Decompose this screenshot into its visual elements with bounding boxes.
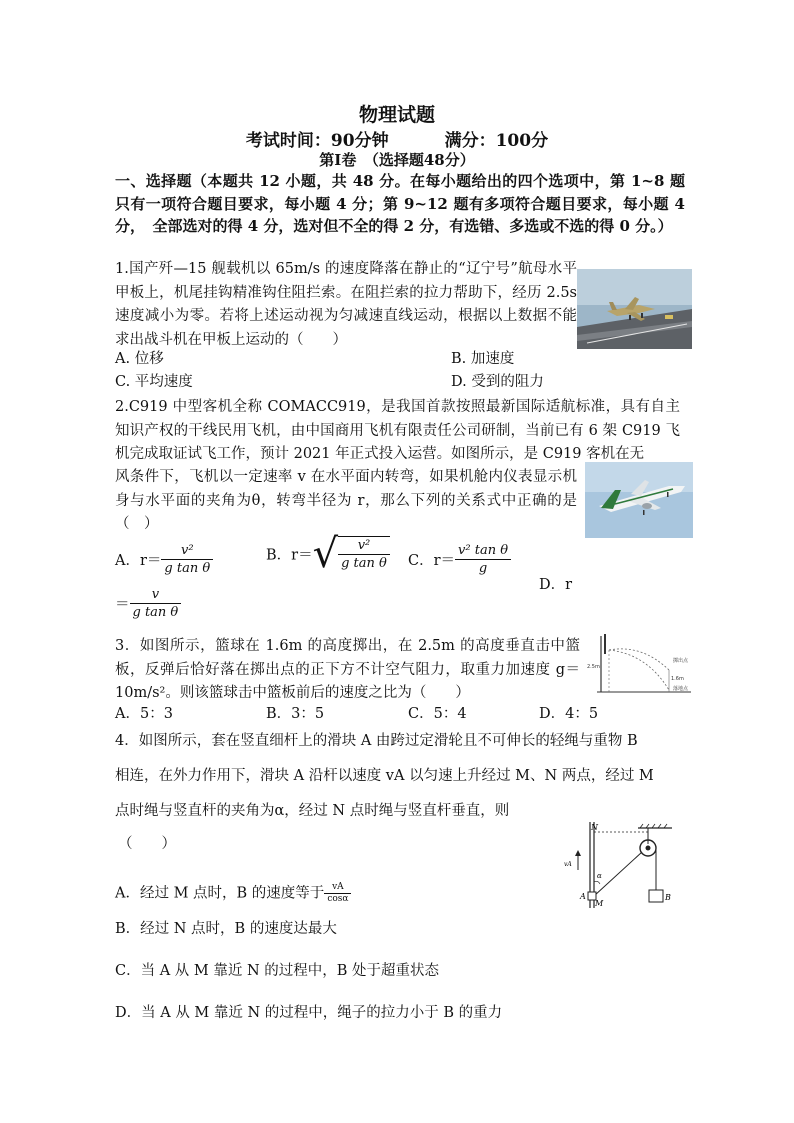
q3-option-b: B．3：5: [266, 706, 325, 722]
q3-land-point-label: 落地点: [673, 686, 689, 692]
sqrt-radical-icon: √: [312, 531, 339, 577]
q3-option-d: D．4：5: [539, 706, 599, 722]
q3-stem: 3．如图所示，篮球在 1.6m 的高度掷出，在 2.5m 的高度垂直击中篮板，反弹后恰好落在掷出点的正下方不计空气阻力，取重力加速度 g＝10m/s²。则该篮球击中篮板前后的速度之比为（ ）: [115, 638, 580, 701]
q4-option-b: B．经过 N 点时，B 的速度达最大: [115, 921, 337, 937]
q2-option-b-fraction: $\frac{\text{v²}}{\text{g tan θ}}$: [338, 536, 390, 572]
q4-label-m: M: [595, 899, 604, 908]
q4-stem-line-3: 点时绳与竖直杆的夹角为α，经过 N 点时绳与竖直杆垂直，则: [115, 803, 510, 819]
q2-option-a: A．r＝ $\frac{\text{v²}}{\text{g tan θ}}$: [115, 542, 213, 577]
q4-label-alpha: α: [597, 872, 602, 880]
q2-option-d-prefix: D．r: [539, 577, 573, 593]
q3-height-label-1: 2.5m: [587, 664, 600, 670]
q2-option-c: C．r＝ $\frac{\text{v² tan θ}}{g}$: [408, 542, 511, 577]
q4-option-a-fraction: $\frac{vA}{\cos\alpha}$: [324, 882, 351, 905]
q2-option-d-fraction: $\frac{v}{\text{g tan θ}}$: [130, 586, 182, 621]
exam-subtitle: [0, 126, 794, 151]
q2-option-d: ＝ $\frac{v}{\text{g tan θ}}$: [115, 586, 181, 621]
q4-label-va: vA: [564, 861, 572, 868]
q3-option-c: C．5：4: [408, 706, 467, 722]
q4-option-c: C．当 A 从 M 靠近 N 的过程中，B 处于超重状态: [115, 963, 440, 979]
q4-option-a: A．经过 M 点时，B 的速度等于 $\frac{vA}{\cos\alpha}$: [115, 882, 351, 905]
q4-pulley-figure: [560, 820, 680, 910]
q1-fighter-jet-photo: [577, 269, 692, 349]
q4-stem-line-1: 4．如图所示，套在竖直细杆上的滑块 A 由跨过定滑轮且不可伸长的轻绳与重物 B: [115, 733, 638, 749]
score-label: 满分：100分: [444, 131, 549, 151]
q1-option-d: D. 受到的阻力: [451, 374, 544, 390]
time-label: 考试时间：90分钟: [245, 131, 389, 151]
q1-option-a: A. 位移: [115, 351, 164, 367]
q3-basketball-figure: [587, 632, 695, 694]
section-instructions: 一、选择题（本题共 12 小题，共 48 分。在每小题给出的四个选项中，第 1~8 题只有一项符合题目要求，每小题 4 分；第 9~12 题有多项符合题目要求，每小题 4 分， 全部选对的得 4 分，选对但不全的得 2 分，有选错、多选或不选的得 0 分。）: [115, 172, 685, 235]
q4-label-n: N: [591, 823, 598, 832]
q2-airliner-photo: [585, 462, 693, 538]
exam-title: 物理试题: [358, 104, 435, 126]
q3-throw-point-label: 掷出点: [673, 658, 689, 664]
q4-stem-line-4: （ ）: [118, 836, 176, 852]
q2-stem-side: 风条件下，飞机以一定速率 v 在水平面内转弯，如果机舱内仪表显示机身与水平面的夹角为θ，转弯半径为 r，那么下列的关系式中正确的是（ ）: [115, 469, 577, 532]
q2-option-a-fraction: $\frac{\text{v²}}{\text{g tan θ}}$: [161, 542, 213, 577]
q1-option-c: C. 平均速度: [115, 374, 193, 390]
q4-stem-line-2: 相连，在外力作用下，滑块 A 沿杆以速度 vA 以匀速上升经过 M、N 两点，经过 M: [115, 768, 654, 784]
q2-stem-top: 2.C919 中型客机全称 COMACC919，是我国首款按照最新国际适航标准，具有自主知识产权的干线民用飞机，由中国商用飞机有限责任公司研制，当前已有 6 架 C919 飞机完成取证试飞工作，预计 2021 年正式投入运营。如图所示，是 C919 客机在无: [115, 399, 680, 462]
q4-option-d: D．当 A 从 M 靠近 N 的过程中，绳子的拉力小于 B 的重力: [115, 1005, 503, 1021]
q1-option-b: B. 加速度: [451, 351, 515, 367]
q2-option-c-fraction: $\frac{\text{v² tan θ}}{g}$: [455, 542, 511, 577]
q4-label-a: A: [580, 892, 586, 901]
q3-option-a: A．5：3: [115, 706, 173, 722]
q3-height-label-2: 1.6m: [671, 676, 684, 682]
q2-option-b: B．r＝√ $\frac{\text{v²}}{\text{g tan θ}}$: [266, 534, 390, 574]
volume-heading: 第Ⅰ卷 （选择题48分）: [319, 151, 475, 169]
q1-stem: 1.国产歼—15 舰载机以 65m/s 的速度降落在静止的“辽宁号”航母水平甲板上，机尾挂钩精准钩住阻拦索。在阻拦索的拉力帮助下，经历 2.5s 速度减小为零。若将上述运动视为匀减速直线运动，根据以上数据不能求出战斗机在甲板上运动的（ ）: [115, 261, 577, 348]
q4-label-b: B: [665, 893, 671, 902]
